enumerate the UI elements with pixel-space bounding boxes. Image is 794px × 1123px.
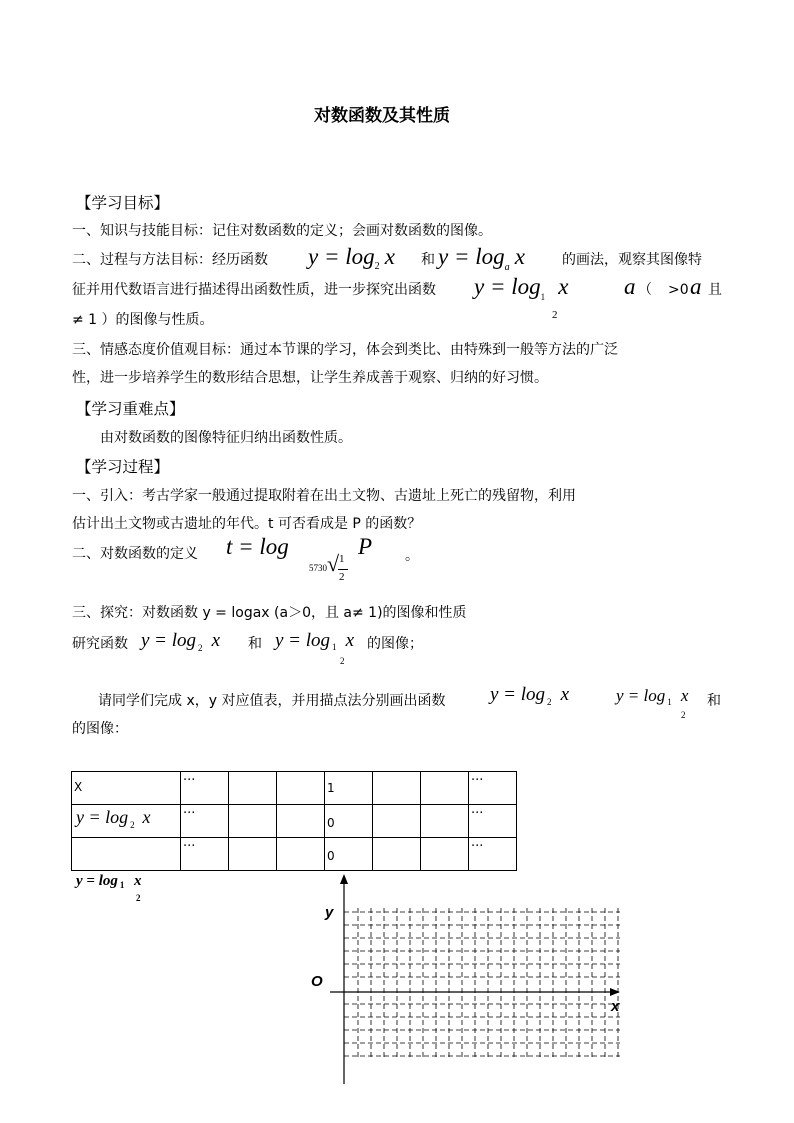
table-cell[interactable] <box>229 772 277 805</box>
goal-paren: （ <box>638 282 652 298</box>
formula-study-loghalf-den: 2 <box>340 656 345 666</box>
formula-study-log2: y = log $_2$ x <box>141 630 221 653</box>
explore-line: 三、探究：对数函数 y = logax (a＞0，且 a≠ 1)的图像和性质 <box>72 605 467 621</box>
goal-process-line2: 征并用代数语言进行描述得出函数性质，进一步探究出函数 <box>72 282 436 298</box>
table-cell[interactable] <box>181 838 229 871</box>
table-cell[interactable] <box>277 838 325 871</box>
table-cell[interactable] <box>181 805 229 838</box>
table-cell <box>72 838 181 871</box>
value-table <box>71 771 517 871</box>
formula-root-frac-line <box>338 569 348 570</box>
table-row <box>72 805 517 838</box>
formula-task-log2: y = log $_2$ x <box>490 684 570 707</box>
symbol-a: a <box>624 274 636 299</box>
row-label-log2: y = log $_2$ x <box>76 807 151 830</box>
y-axis-label: y <box>325 904 334 921</box>
formula-log2x: $y = \log_2 x$ <box>308 244 395 272</box>
formula-root-den: 2 <box>339 571 345 583</box>
x-axis-label: x <box>611 998 620 1015</box>
table-cell[interactable] <box>181 772 229 805</box>
formula-root-num: 1 <box>339 553 345 565</box>
goal-emotion-line2: 性，进一步培养学生的数形结合思想，让学生养成善于观察、归纳的好习惯。 <box>72 370 548 386</box>
formula-log-half-base-den: 2 <box>552 309 558 321</box>
study-and: 和 <box>248 636 262 652</box>
row-label-loghalf: y = log 1 x <box>76 873 142 890</box>
table-cell[interactable] <box>229 805 277 838</box>
table-cell[interactable] <box>469 772 517 805</box>
cell-dots: ··· <box>471 839 484 854</box>
definition-end: 。 <box>405 548 419 564</box>
table-cell[interactable] <box>373 772 421 805</box>
goal-knowledge: 一、知识与技能目标：记住对数函数的定义；会画对数函数的图像。 <box>72 223 492 239</box>
key-point: 由对数函数的图像特征归纳出函数性质。 <box>100 430 352 446</box>
table-cell[interactable] <box>325 772 373 805</box>
definition-label: 二、对数函数的定义 <box>72 546 198 562</box>
table-cell[interactable] <box>277 772 325 805</box>
coordinate-grid <box>300 870 630 1090</box>
goal-qie: 且 <box>708 282 722 298</box>
key-heading: 【学习重难点】 <box>76 400 185 418</box>
formula-task-loghalf: y = log $_1$ x <box>616 686 689 707</box>
symbol-a-2: a <box>690 274 702 299</box>
goals-heading: 【学习目标】 <box>76 194 170 212</box>
page-title: 对数函数及其性质 <box>314 106 450 126</box>
study-end: 的图像； <box>367 636 423 652</box>
table-cell[interactable] <box>229 838 277 871</box>
formula-logax: $y = \log_a x$ <box>438 244 525 273</box>
cell-dots: ··· <box>183 806 196 821</box>
cell-dots: ··· <box>183 773 196 788</box>
goal-emotion-line1: 三、情感态度价值观目标：通过本节课的学习，体会到类比、由特殊到一般等方法的广泛 <box>72 342 618 358</box>
cell-zero: 0 <box>327 816 335 830</box>
y-axis-arrow <box>340 874 348 884</box>
formula-study-loghalf: y = log $_1$ x <box>275 630 355 652</box>
table-cell[interactable] <box>469 838 517 871</box>
table-cell <box>72 805 181 838</box>
formula-t-log-p: t = log <box>226 534 289 559</box>
table-cell[interactable] <box>469 805 517 838</box>
table-cell[interactable] <box>325 805 373 838</box>
cell-dots: ··· <box>471 806 484 821</box>
formula-task-loghalf-den: 2 <box>681 710 686 720</box>
table-cell[interactable] <box>373 805 421 838</box>
table-row <box>72 772 517 805</box>
intro-line1: 一、引入：考古学家一般通过提取附着在出土文物、古遗址上死亡的残留物，利用 <box>72 488 576 504</box>
table-cell[interactable] <box>421 805 469 838</box>
goal-process-line3: ≠ 1 ）的图像与性质。 <box>72 312 214 328</box>
study-label: 研究函数 <box>72 636 128 652</box>
cell-zero: 0 <box>327 849 335 863</box>
table-cell[interactable] <box>421 772 469 805</box>
task-and: 和 <box>707 693 721 709</box>
intro-line2: 估计出土文物或古遗址的年代。t 可否看成是 P 的函数？ <box>72 516 422 532</box>
goal-process-part2: 的画法，观察其图像特 <box>562 252 702 268</box>
formula-log-half-x: $y = \log_1 x$ <box>474 274 569 302</box>
task-line1: 请同学们完成 x，y 对应值表，并用描点法分别画出函数 <box>98 693 446 709</box>
task-line2: 的图像： <box>72 721 128 737</box>
header-x: X <box>74 780 83 794</box>
origin-label: O <box>311 973 323 990</box>
goal-process-and: 和 <box>421 252 435 268</box>
process-heading: 【学习过程】 <box>76 458 170 476</box>
cell-one: 1 <box>327 781 335 795</box>
symbol-p: P <box>358 534 373 559</box>
x-axis-arrow <box>610 988 620 996</box>
table-cell[interactable] <box>277 805 325 838</box>
grid-lines <box>344 908 620 1060</box>
table-cell[interactable] <box>373 838 421 871</box>
row-label-loghalf-den: 2 <box>136 893 141 903</box>
goal-process-part1: 二、过程与方法目标：经历函数 <box>72 252 268 268</box>
formula-base-5730: 5730 <box>309 563 327 573</box>
table-row <box>72 838 517 871</box>
formula-root: √ <box>327 551 340 576</box>
table-cell <box>72 772 181 805</box>
cell-dots: ··· <box>183 839 196 854</box>
goal-gt-zero: >0 <box>668 282 689 298</box>
cell-dots: ··· <box>471 773 484 788</box>
table-cell[interactable] <box>325 838 373 871</box>
table-cell[interactable] <box>421 838 469 871</box>
